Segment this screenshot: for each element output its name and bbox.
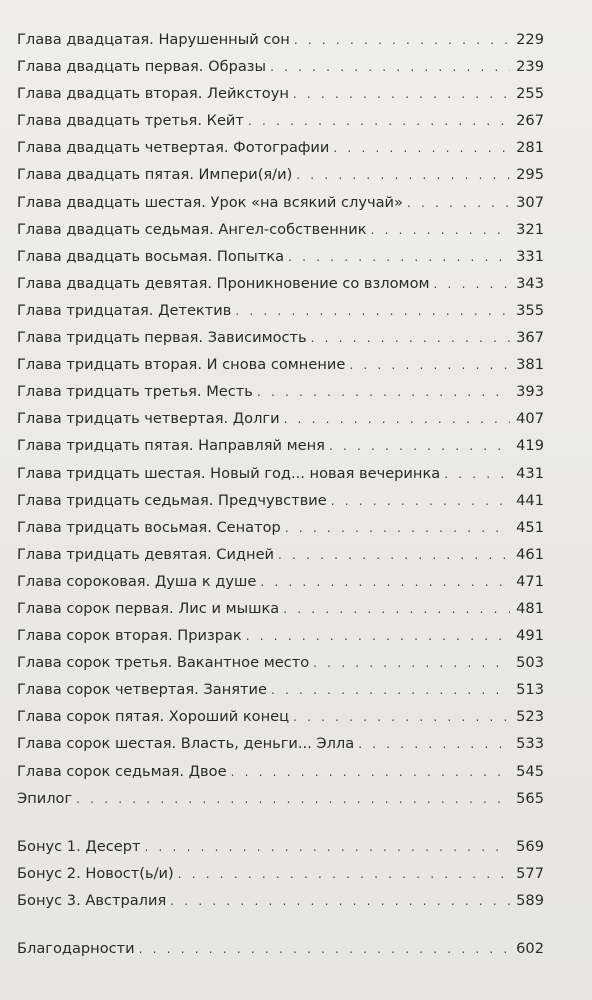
dot-leader [444,461,510,488]
toc-entry-page: 565 [516,789,544,807]
dot-leader [313,650,510,677]
toc-entry-page: 577 [516,864,544,882]
toc-entry-page: 367 [516,329,544,347]
toc-entry-page: 569 [516,837,544,855]
toc-entry-page: 431 [516,464,544,482]
toc-entry [17,649,544,676]
toc-entry-page: 331 [516,247,544,265]
toc-entry-title: Глава двадцать первая. Образы [17,58,267,76]
toc-entry-epilogue [17,785,544,812]
toc-entry-page: 255 [516,85,544,103]
toc-entry-page: 267 [516,112,544,130]
toc-entry-page: 321 [516,220,544,238]
toc-entry [17,568,544,595]
toc-entry-title: Глава двадцать восьмая. Попытка [17,247,285,265]
toc-entry-page: 491 [516,627,544,645]
toc-entry-page: 545 [516,762,544,780]
dot-leader [434,271,510,298]
toc-entry-page: 281 [516,139,544,157]
dot-leader [278,542,510,569]
toc-entry [17,676,544,703]
toc-entry-page: 503 [516,654,544,672]
dot-leader [284,406,510,433]
dot-leader [248,108,510,135]
dot-leader [235,298,510,325]
toc-entry-acknowledgements [17,935,544,962]
toc-entry [17,405,544,432]
toc-entry-page: 589 [516,891,544,909]
toc-entry-page: 533 [516,735,544,753]
toc-entry-page: 355 [516,301,544,319]
toc-entry [17,324,544,351]
dot-leader [288,244,510,271]
toc-entry-page: 602 [516,940,544,957]
dot-leader [170,888,510,915]
dot-leader [294,27,510,54]
toc-entry-page: 229 [516,31,544,48]
toc-entry-title: Глава двадцать пятая. Импери(я/и) [17,166,293,184]
toc-entry-title: Бонус 2. Новост(ь/и) [17,864,174,882]
toc-entry-title: Глава двадцать шестая. Урок «на всякий случай» [17,193,403,211]
toc-entry-page: 307 [516,193,544,211]
toc-entry [17,460,544,487]
toc-entry-page: 419 [516,437,544,455]
dot-leader [178,861,510,888]
toc-entry-page: 461 [516,545,544,563]
toc-entry-title: Глава тридцать девятая. Сидней [17,545,275,563]
dot-leader [349,352,510,379]
dot-leader [407,190,510,217]
toc-entry [17,270,544,297]
toc-entry [17,243,544,270]
dot-leader [371,217,510,244]
toc-entry-title: Глава двадцать девятая. Проникновение со взломом [17,274,430,292]
toc-entry [17,622,544,649]
toc-entry-title: Глава тридцать первая. Зависимость [17,329,307,347]
toc-entry-page: 441 [516,491,544,509]
toc-entry-title: Благодарности [17,940,135,957]
toc-entry-title: Глава двадцать седьмая. Ангел-собственник [17,220,367,238]
toc-entry [17,297,544,324]
toc-entry [17,730,544,757]
toc-entry-title: Глава тридцать восьмая. Сенатор [17,518,281,536]
toc-entry-title: Глава тридцать пятая. Направляй меня [17,437,325,455]
toc-entry-title: Глава тридцать вторая. И снова сомнение [17,356,346,374]
dot-leader [231,759,510,786]
toc-entry-page: 451 [516,518,544,536]
toc-entry-title: Глава сорок пятая. Хороший конец [17,708,290,726]
toc-entry-bonus [17,833,544,860]
toc-entry [17,80,544,107]
section-spacer [17,914,544,935]
toc-entry [17,758,544,785]
toc-entry-title: Глава сорок третья. Вакантное место [17,654,310,672]
toc-entry [17,378,544,405]
toc-entry [17,107,544,134]
toc-entry-title: Глава сорок шестая. Власть, деньги... Элла [17,735,355,753]
toc-entry-page: 393 [516,383,544,401]
section-spacer [17,812,544,833]
dot-leader [270,54,510,81]
toc-entry-title: Глава тридцать шестая. Новый год... новая вечеринка [17,464,441,482]
toc-entry-title: Глава сорок первая. Лис и мышка [17,599,280,617]
toc-entry-bonus [17,860,544,887]
toc-entry-page: 513 [516,681,544,699]
toc-entry-title: Глава двадцатая. Нарушенный сон [17,31,290,48]
toc-entry-title: Глава тридцать третья. Месть [17,383,253,401]
dot-leader [358,731,510,758]
toc-entry-title: Глава сорок седьмая. Двое [17,762,227,780]
dot-leader [333,135,510,162]
toc-entry [17,541,544,568]
toc-entry-title: Эпилог [17,789,73,807]
toc-entry-page: 407 [516,410,544,428]
toc-entry-title: Глава тридцатая. Детектив [17,301,232,319]
toc-entry [17,487,544,514]
toc-entry-title: Глава двадцать третья. Кейт [17,112,244,130]
toc-entry-title: Глава двадцать вторая. Лейкстоун [17,85,289,103]
toc-entry-page: 295 [516,166,544,184]
dot-leader [271,677,510,704]
dot-leader [76,786,510,813]
dot-leader [139,936,510,963]
toc-entry-title: Бонус 1. Десерт [17,837,141,855]
dot-leader [260,569,510,596]
toc-entry-title: Глава сорок четвертая. Занятие [17,681,267,699]
toc-entry [17,161,544,188]
toc-entry [17,703,544,730]
toc-entry-page: 471 [516,572,544,590]
toc-entry [17,514,544,541]
toc-entry [17,216,544,243]
toc-entry-title: Глава тридцать четвертая. Долги [17,410,280,428]
toc-entry-page: 481 [516,599,544,617]
toc-entry-bonus [17,887,544,914]
table-of-contents [17,26,544,962]
toc-entry-title: Глава двадцать четвертая. Фотографии [17,139,330,157]
dot-leader [293,704,510,731]
dot-leader [296,162,510,189]
dot-leader [283,596,510,623]
toc-entry [17,595,544,622]
toc-entry-page: 239 [516,58,544,76]
toc-entry [17,53,544,80]
toc-entry [17,351,544,378]
toc-entry-page: 381 [516,356,544,374]
toc-entry [17,134,544,161]
dot-leader [329,433,510,460]
toc-entry [17,432,544,459]
toc-entry [17,26,544,53]
toc-entry-title: Глава сорок вторая. Призрак [17,627,242,645]
toc-entry-page: 343 [516,274,544,292]
dot-leader [285,515,510,542]
toc-entry-title: Глава тридцать седьмая. Предчувствие [17,491,327,509]
dot-leader [145,834,511,861]
dot-leader [311,325,510,352]
dot-leader [246,623,510,650]
dot-leader [293,81,510,108]
dot-leader [331,488,510,515]
dot-leader [257,379,510,406]
toc-entry-title: Глава сороковая. Душа к душе [17,572,257,590]
toc-entry-page: 523 [516,708,544,726]
toc-entry [17,189,544,216]
toc-entry-title: Бонус 3. Австралия [17,891,167,909]
